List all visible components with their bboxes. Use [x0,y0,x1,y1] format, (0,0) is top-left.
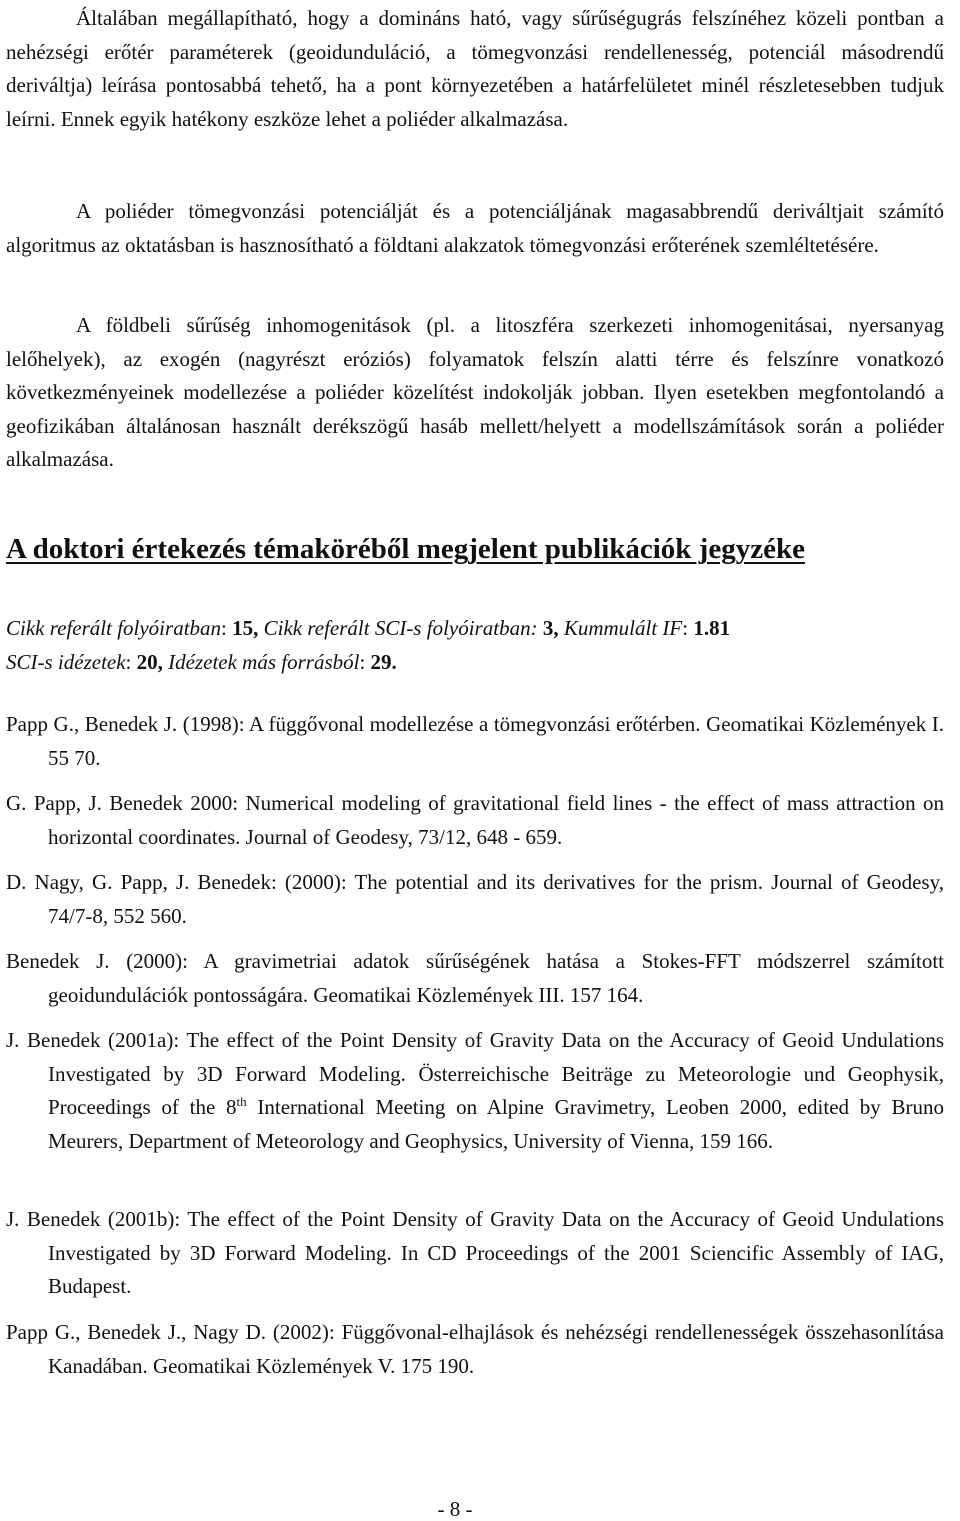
sci-citations-value: 20, [136,650,163,674]
refereed-value: 15, [232,616,259,640]
publication-entry: J. Benedek (2001b): The effect of the Point Density of Gravity Data on the Accuracy of Geoid Undulations Investigated by 3D Forward Modeling. In CD Proceedings of the 2001 Sciencific Assembly of IAG, Budapest. [6,1207,944,1298]
publication-entry [6,1024,944,1158]
publications-heading: A doktori értekezés témaköréből megjelent publikációk jegyzéke [6,533,805,565]
publication-entry: Benedek J. (2000): A gravimetriai adatok sűrűségének hatása a Stokes-FFT módszerrel számított geoidundulációk pontosságára. Geomatikai Közlemények III. 157 164. [6,949,944,1007]
paragraph-density-inhomogeneities: A földbeli sűrűség inhomogenitások (pl. a litoszféra szerkezeti inhomogenitásai, nyersanyag lelőhelyek), az exogén (nagyrészt eróziós) folyamatok felszín alatti térre és felszínre vonatkozó következményeinek modellezése a poliéder közelítést indokolják jobban. Ilyen esetekben megfontolandó a geofizikában általánosan használt derékszögű hasáb mellett/helyett a modellszámítások során a poliéder alkalmazása. [6,313,944,471]
refereed-label: Cikk referált folyóiratban [6,616,222,640]
publication-statistics: Cikk referált folyóiratban: 15, Cikk referált SCI-s folyóiratban: 3, Kummulált IF: 1.81 SCI-s idézetek: 20, Idézetek más forrásból: 29. [6,616,731,674]
publication-entry: D. Nagy, G. Papp, J. Benedek: (2000): The potential and its derivatives for the prism. Journal of Geodesy, 74/7-8, 552 560. [6,870,944,928]
publication-entry: Papp G., Benedek J. (1998): A függővonal modellezése a tömegvonzási erőtérben. Geomatikai Közlemények I. 55 70. [6,712,944,770]
sci-citations-label: SCI-s idézetek [6,650,126,674]
paragraph-general-statement: Általában megállapítható, hogy a domináns ható, vagy sűrűségugrás felszínéhez közeli pontban a nehézségi erőtér paraméterek (geoidunduláció, a tömegvonzási rendellenesség, potenciál másodrendű deriváltja) leírása pontosabbá tehető, ha a pont környezetében a határfelületet minél részletesebben tudjuk leírni. Ennek egyik hatékony eszköze lehet a poliéder alkalmazása. [6,6,944,131]
sci-label: Cikk referált SCI-s folyóiratban: [263,616,538,640]
other-citations-value: 29. [370,650,397,674]
impact-factor-value: 1.81 [693,616,731,640]
ordinal-superscript: th [236,1094,247,1109]
impact-factor-label: Kummulált IF [563,616,683,640]
publication-entry: G. Papp, J. Benedek 2000: Numerical modeling of gravitational field lines - the effect of mass attraction on horizontal coordinates. Journal of Geodesy, 73/12, 648 - 659. [6,791,944,849]
publication-entry-text: J. Benedek (2001a): The effect of the Point Density of Gravity Data on the Accuracy of Geoid Undulations Investigated by 3D Forward Modeling. Österreichische Beiträge zu Meteorologie und Geophysik, Proceedings of the 8 [6,1028,944,1119]
page-number: - 8 - [437,1497,473,1521]
other-citations-label: Idézetek más forrásból [168,650,360,674]
paragraph-polyhedron-algorithm: A poliéder tömegvonzási potenciálját és a potenciáljának magasabbrendű deriváltjait számító algoritmus az oktatásban is hasznosítható a földtani alakzatok tömegvonzási erőterének szemléltetésére. [6,199,944,257]
publication-entry-text: International Meeting on Alpine Gravimetry, Leoben 2000, edited by Bruno Meurers, Department of Meteorology and Geophysics, University of Vienna, 159 166. [48,1095,944,1153]
sci-value: 3, [542,616,559,640]
publication-entry: Papp G., Benedek J., Nagy D. (2002): Függővonal-elhajlások és nehézségi rendellenességek összehasonlítása Kanadában. Geomatikai Közlemények V. 175 190. [6,1320,944,1378]
